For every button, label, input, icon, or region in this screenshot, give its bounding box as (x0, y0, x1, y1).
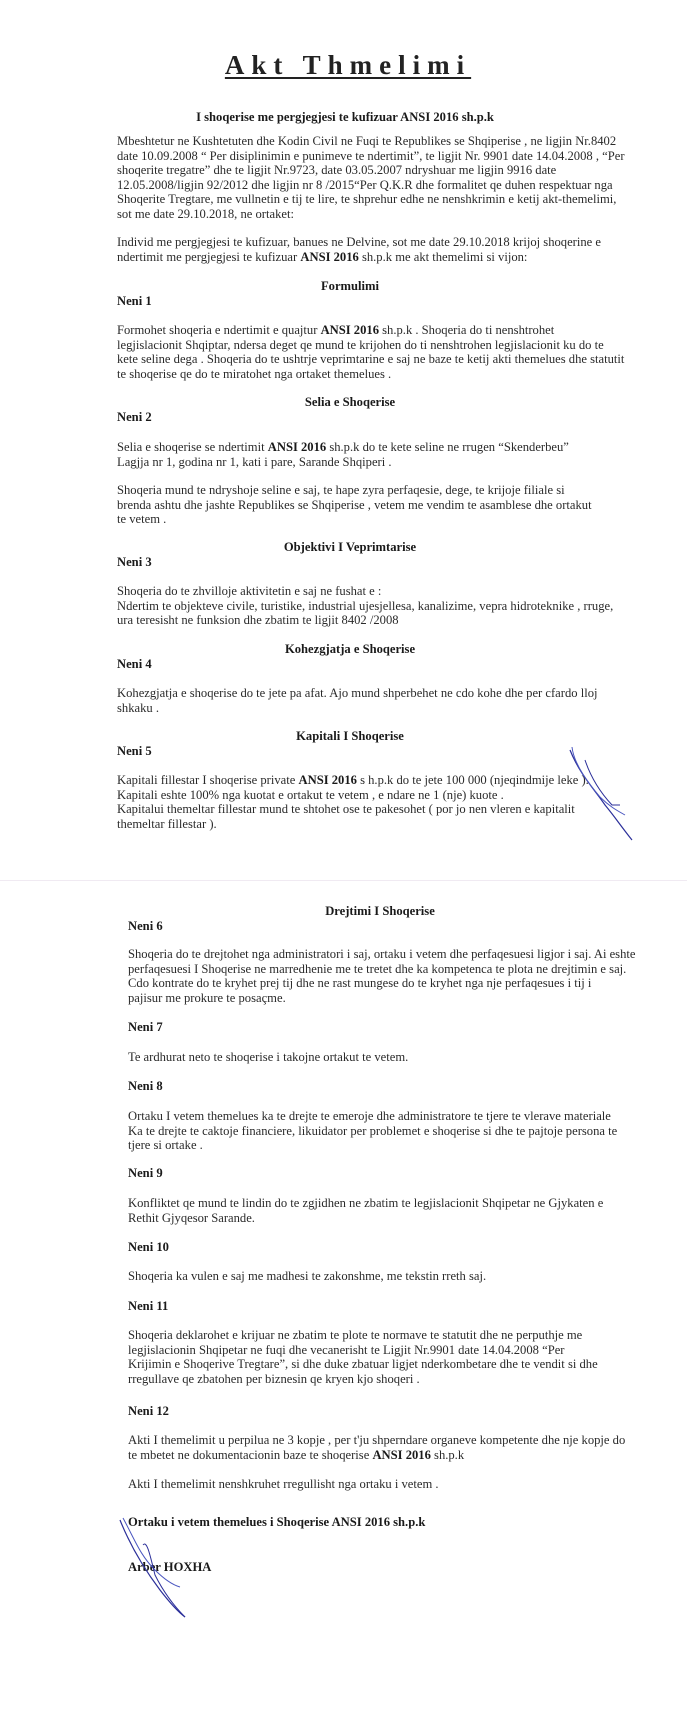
text-segment: Arber HOXHA (128, 1560, 212, 1574)
text-line (117, 701, 598, 716)
text-segment: s h.p.k do te jete 100 000 (njeqindmije leke ). (356, 773, 589, 787)
text-line (128, 1404, 169, 1419)
text-segment: sot me date 29.10.2018, ne ortaket: (117, 206, 294, 221)
text-line (128, 991, 635, 1006)
text-line (128, 1560, 211, 1575)
text-line (117, 686, 598, 701)
text-segment: Krijimin e Shoqerive Tregtare”, si dhe duke zbatuar ligjet nderkombetare dhe te vendit si dhe (128, 1357, 598, 1372)
text-segment: Neni 7 (128, 1020, 163, 1034)
article-number (128, 1404, 169, 1419)
text-line (128, 1166, 163, 1181)
article-number (128, 1240, 169, 1255)
text-line (128, 1196, 603, 1211)
text-line (128, 976, 635, 991)
text-segment: Neni 1 (117, 294, 152, 308)
text-segment: Mbeshtetur ne Kushtetuten dhe Kodin Civil ne Fuqi te Republikes se Shqiperise , ne ligjin Nr.8402 (117, 134, 617, 148)
text-segment: Neni 11 (128, 1299, 169, 1313)
text-segment: Konfliktet qe mund te lindin do te zgjidhen ne zbatim te legjislacionit Shqipetar ne Gjykaten e (128, 1196, 604, 1210)
text-line (128, 1343, 598, 1358)
text-line (117, 802, 589, 817)
text-line (117, 773, 589, 788)
article-number (128, 1166, 163, 1181)
text-segment: Kapitali eshte 100% nga kuotat e ortakut te vetem , e ndare ne 1 (nje) kuote . (117, 787, 504, 802)
article-number (128, 1020, 163, 1035)
text-segment: Objektivi I Veprimtarise (283, 540, 417, 554)
article-number (128, 919, 163, 934)
text-segment: sh.p.k . Shoqeria do ti nenshtrohet (379, 323, 555, 337)
company-name: ANSI 2016 (320, 323, 379, 337)
text-segment: Shoqeria deklarohet e krijuar ne zbatim te plote te normave te statutit dhe ne perputhje me (128, 1328, 583, 1342)
text-segment: Ortaku i vetem themelues i Shoqerise ANSI 2016 sh.p.k (128, 1515, 426, 1529)
text-segment: Shoqeria do te drejtohet nga administratori i saj, ortaku i vetem dhe perfaqesuesi ligjor i saj. Ai eshte (128, 947, 636, 961)
section-heading (325, 904, 435, 919)
text-segment: Akti I themelimit u perpilua ne 3 kopje , per t'ju shperndare organeve kompetente dhe nje kopje do (128, 1433, 626, 1447)
paragraph (117, 686, 598, 715)
text-line (305, 395, 395, 410)
company-name: ANSI 2016 (372, 1447, 431, 1462)
text-segment: Neni 4 (117, 657, 152, 671)
paragraph (117, 773, 589, 831)
text-line (128, 1372, 598, 1387)
section-heading (305, 395, 395, 410)
paragraph (117, 584, 613, 628)
text-line (117, 599, 613, 614)
paragraph (128, 1109, 617, 1153)
text-line (284, 540, 416, 555)
text-line (117, 178, 625, 193)
text-segment: sh.p.k (430, 1447, 465, 1462)
paragraph (128, 1328, 598, 1386)
section-heading (285, 642, 415, 657)
text-segment: Neni 5 (117, 744, 152, 758)
text-line (128, 1515, 425, 1530)
article-number (128, 1299, 168, 1314)
text-line (128, 1079, 163, 1094)
text-line (117, 367, 624, 382)
text-segment: Shoqeria ka vulen e saj me madhesi te zakonshme, me tekstin rreth saj. (128, 1269, 487, 1283)
text-segment: Rethit Gjyqesor Sarande. (128, 1210, 255, 1225)
company-name: ANSI 2016 (267, 440, 327, 454)
text-segment: Kapitali fillestar I shoqerise private (117, 773, 299, 787)
text-line (117, 352, 624, 367)
paragraph (128, 1050, 408, 1065)
paragraph (117, 323, 624, 381)
text-line (117, 192, 625, 207)
text-line (117, 163, 625, 178)
text-line (128, 1138, 617, 1153)
text-line (321, 279, 379, 294)
article-number (117, 744, 152, 759)
text-segment: Kohezgjatja e shoqerise do te jete pa afat. Ajo mund shperbehet ne cdo kohe dhe per cfardo lloj (117, 686, 598, 700)
text-segment: rregullave qe zbatohen per biznesin qe kryen kjo shoqeri . (128, 1371, 420, 1386)
text-line (128, 1269, 486, 1284)
text-line (128, 1050, 408, 1065)
text-segment: Cdo kontrate do te kryhet prej tij dhe ne rast mungese do te kryhet nga nje perfaqesues i tij i (128, 976, 592, 991)
text-segment: tjere si ortake . (128, 1138, 203, 1153)
text-line (325, 904, 435, 919)
text-line (117, 338, 624, 353)
text-segment: Neni 9 (128, 1166, 163, 1180)
text-line (117, 235, 601, 250)
text-line (128, 1477, 439, 1492)
text-line (117, 788, 589, 803)
text-segment: Shoqeria mund te ndryshoje seline e saj, te hape zyra perfaqesie, dege, te krijoje filiale si (117, 483, 565, 497)
text-line (117, 744, 152, 759)
text-segment: Kapitali I Shoqerise (296, 729, 404, 743)
text-line (117, 134, 625, 149)
text-segment: shkaku . (117, 700, 159, 715)
text-segment: Ndertim te objekteve civile, turistike, industrial ujesjellesa, kanalizime, vepra hidroteknike , rruge, (117, 598, 614, 613)
document-subtitle (196, 110, 494, 125)
section-heading (284, 540, 416, 555)
paragraph (117, 483, 592, 527)
text-segment: Individ me pergjegjesi te kufizuar, banues ne Delvine, sot me date 29.10.2018 krijoj shoqerine e (117, 235, 601, 249)
text-line (117, 512, 592, 527)
text-line (117, 410, 152, 425)
text-segment: te vetem . (117, 512, 167, 527)
text-line (117, 555, 152, 570)
article-number (117, 410, 152, 425)
text-segment: perfaqesuesi I Shoqerise ne marredhenie me te tretet dhe ka kompetenca te plota ne drejtimin e saj. (128, 961, 627, 976)
paragraph (128, 947, 635, 1005)
text-segment: Lagjja nr 1, godina nr 1, kati i pare, Sarande Shqiperi . (117, 454, 392, 469)
text-line (128, 1211, 603, 1226)
page-divider (0, 880, 687, 881)
text-line (128, 1357, 598, 1372)
text-segment: pajisur me prokure te posaçme. (128, 990, 286, 1005)
text-line (117, 817, 589, 832)
text-line (117, 323, 624, 338)
text-segment: Neni 8 (128, 1079, 163, 1093)
text-segment: 12.05.2008/ligjin 92/2012 dhe ligjin nr 8 /2015“Per Q.K.R dhe formalitet qe duhen respektuar nga (117, 177, 613, 192)
text-segment: Neni 3 (117, 555, 152, 569)
text-line (117, 455, 569, 470)
text-segment: Akt Thmelimi (224, 50, 472, 80)
text-segment: Shoqeria do te zhvilloje aktivitetin e saj ne fushat e : (117, 584, 382, 598)
text-segment: sh.p.k me akt themelimi si vijon: (358, 249, 528, 264)
text-segment: Neni 2 (117, 410, 152, 424)
text-segment: Neni 12 (128, 1404, 169, 1418)
text-segment: ura teresisht ne funksion dhe zbatim te ligjit 8402 /2008 (117, 613, 399, 628)
paragraph (117, 440, 569, 469)
text-segment: Kohezgjatja e Shoqerise (284, 642, 416, 656)
text-line (296, 729, 404, 744)
company-name: ANSI 2016 (298, 773, 357, 787)
text-segment: te shoqerise qe do te miratohet nga ortaket themelues . (117, 366, 392, 381)
text-line (128, 947, 635, 962)
text-line (128, 1124, 617, 1139)
text-line (117, 440, 569, 455)
text-line (117, 294, 152, 309)
text-segment: sh.p.k do te kete seline ne rrugen “Skenderbeu” (326, 440, 569, 454)
paragraph (128, 1477, 439, 1492)
paragraph (128, 1196, 603, 1225)
text-line (128, 1299, 168, 1314)
text-segment: Kapitalui themeltar fillestar mund te shtohet ose te pakesohet ( por jo nen vleren e kapitalit (117, 802, 575, 817)
text-line (128, 1433, 625, 1448)
company-name: ANSI 2016 (300, 249, 359, 264)
text-line (117, 584, 613, 599)
paragraph (128, 1433, 625, 1462)
text-line (117, 250, 601, 265)
article-number (128, 1079, 163, 1094)
signature-line (128, 1560, 211, 1575)
text-line (117, 498, 592, 513)
text-line (128, 1328, 598, 1343)
paragraph (117, 235, 601, 264)
paragraph (117, 134, 625, 222)
text-line (117, 483, 592, 498)
text-line (128, 1020, 163, 1035)
text-segment: Ortaku I vetem themelues ka te drejte te emeroje dhe administratore te tjere te vlerave materiale (128, 1109, 611, 1123)
text-segment: ndertimit me pergjegjesi te kufizuar (117, 249, 301, 264)
text-line (117, 149, 625, 164)
text-line (128, 1109, 617, 1124)
text-line (128, 1240, 169, 1255)
text-line (128, 1448, 625, 1463)
text-segment: legjislacionit Shqiptar, ndersa deget qe mund te krijohen do ti nenshtrohen legjislacionit ku do te (117, 337, 604, 352)
text-segment: legjislacionin Shqipetar ne fuqi dhe vecanerisht te Ligjit Nr.9901 date 14.04.2008 “Per (128, 1342, 565, 1357)
text-line (285, 642, 415, 657)
text-line (117, 657, 152, 672)
text-segment: themeltar fillestar ). (117, 816, 217, 831)
text-line (225, 50, 471, 80)
text-segment: Akti I themelimit nenshkruhet rregullisht nga ortaku i vetem . (128, 1477, 439, 1491)
text-segment: te mbetet ne dokumentacionin baze te shoqerise (128, 1447, 373, 1462)
text-line (196, 110, 494, 125)
text-segment: Neni 10 (128, 1240, 169, 1254)
text-line (128, 919, 163, 934)
text-segment: Selia e shoqerise se ndertimit (117, 440, 268, 454)
document-title (225, 50, 471, 80)
article-number (117, 294, 152, 309)
text-segment: Formulimi (320, 279, 380, 293)
text-segment: Ka te drejte te caktoje financiere, likuidator per problemet e shoqerise si dhe te pajtoje persona te (128, 1123, 618, 1138)
text-line (117, 207, 625, 222)
text-line (128, 962, 635, 977)
text-segment: shoqerite tregatre” dhe te ligjit Nr.9723, date 03.05.2007 ndryshuar me ligjin 9916 date (117, 163, 557, 178)
text-segment: I shoqerise me pergjegjesi te kufizuar ANSI 2016 sh.p.k (196, 110, 494, 124)
text-segment: Te ardhurat neto te shoqerise i takojne ortakut te vetem. (128, 1050, 409, 1064)
text-segment: Drejtimi I Shoqerise (325, 904, 435, 918)
signature-line (128, 1515, 425, 1530)
text-segment: date 10.09.2008 “ Per disiplinimin e punimeve te ndertimit”, te ligjit Nr. 9901 date 14.04.2008 , “Per (117, 148, 625, 163)
text-segment: kete seline dega . Shoqeria do te ushtrje veprimtarine e saj ne baze te ketij akti themelues dhe statutit (117, 352, 625, 367)
article-number (117, 555, 152, 570)
text-segment: Selia e Shoqerise (304, 395, 396, 409)
section-heading (321, 279, 379, 294)
text-segment: Shoqerite Tregtare, me vullnetin e tij te lire, te shprehur edhe ne nenshkrimin e ketij akt-themelimi, (117, 192, 617, 207)
article-number (117, 657, 152, 672)
paragraph (128, 1269, 486, 1284)
text-line (117, 613, 613, 628)
text-segment: Neni 6 (128, 919, 163, 933)
text-segment: Formohet shoqeria e ndertimit e quajtur (117, 323, 321, 337)
text-segment: brenda ashtu dhe jashte Republikes se Shqiperise , vetem me vendim te asamblese dhe ortakut (117, 497, 592, 512)
section-heading (296, 729, 404, 744)
